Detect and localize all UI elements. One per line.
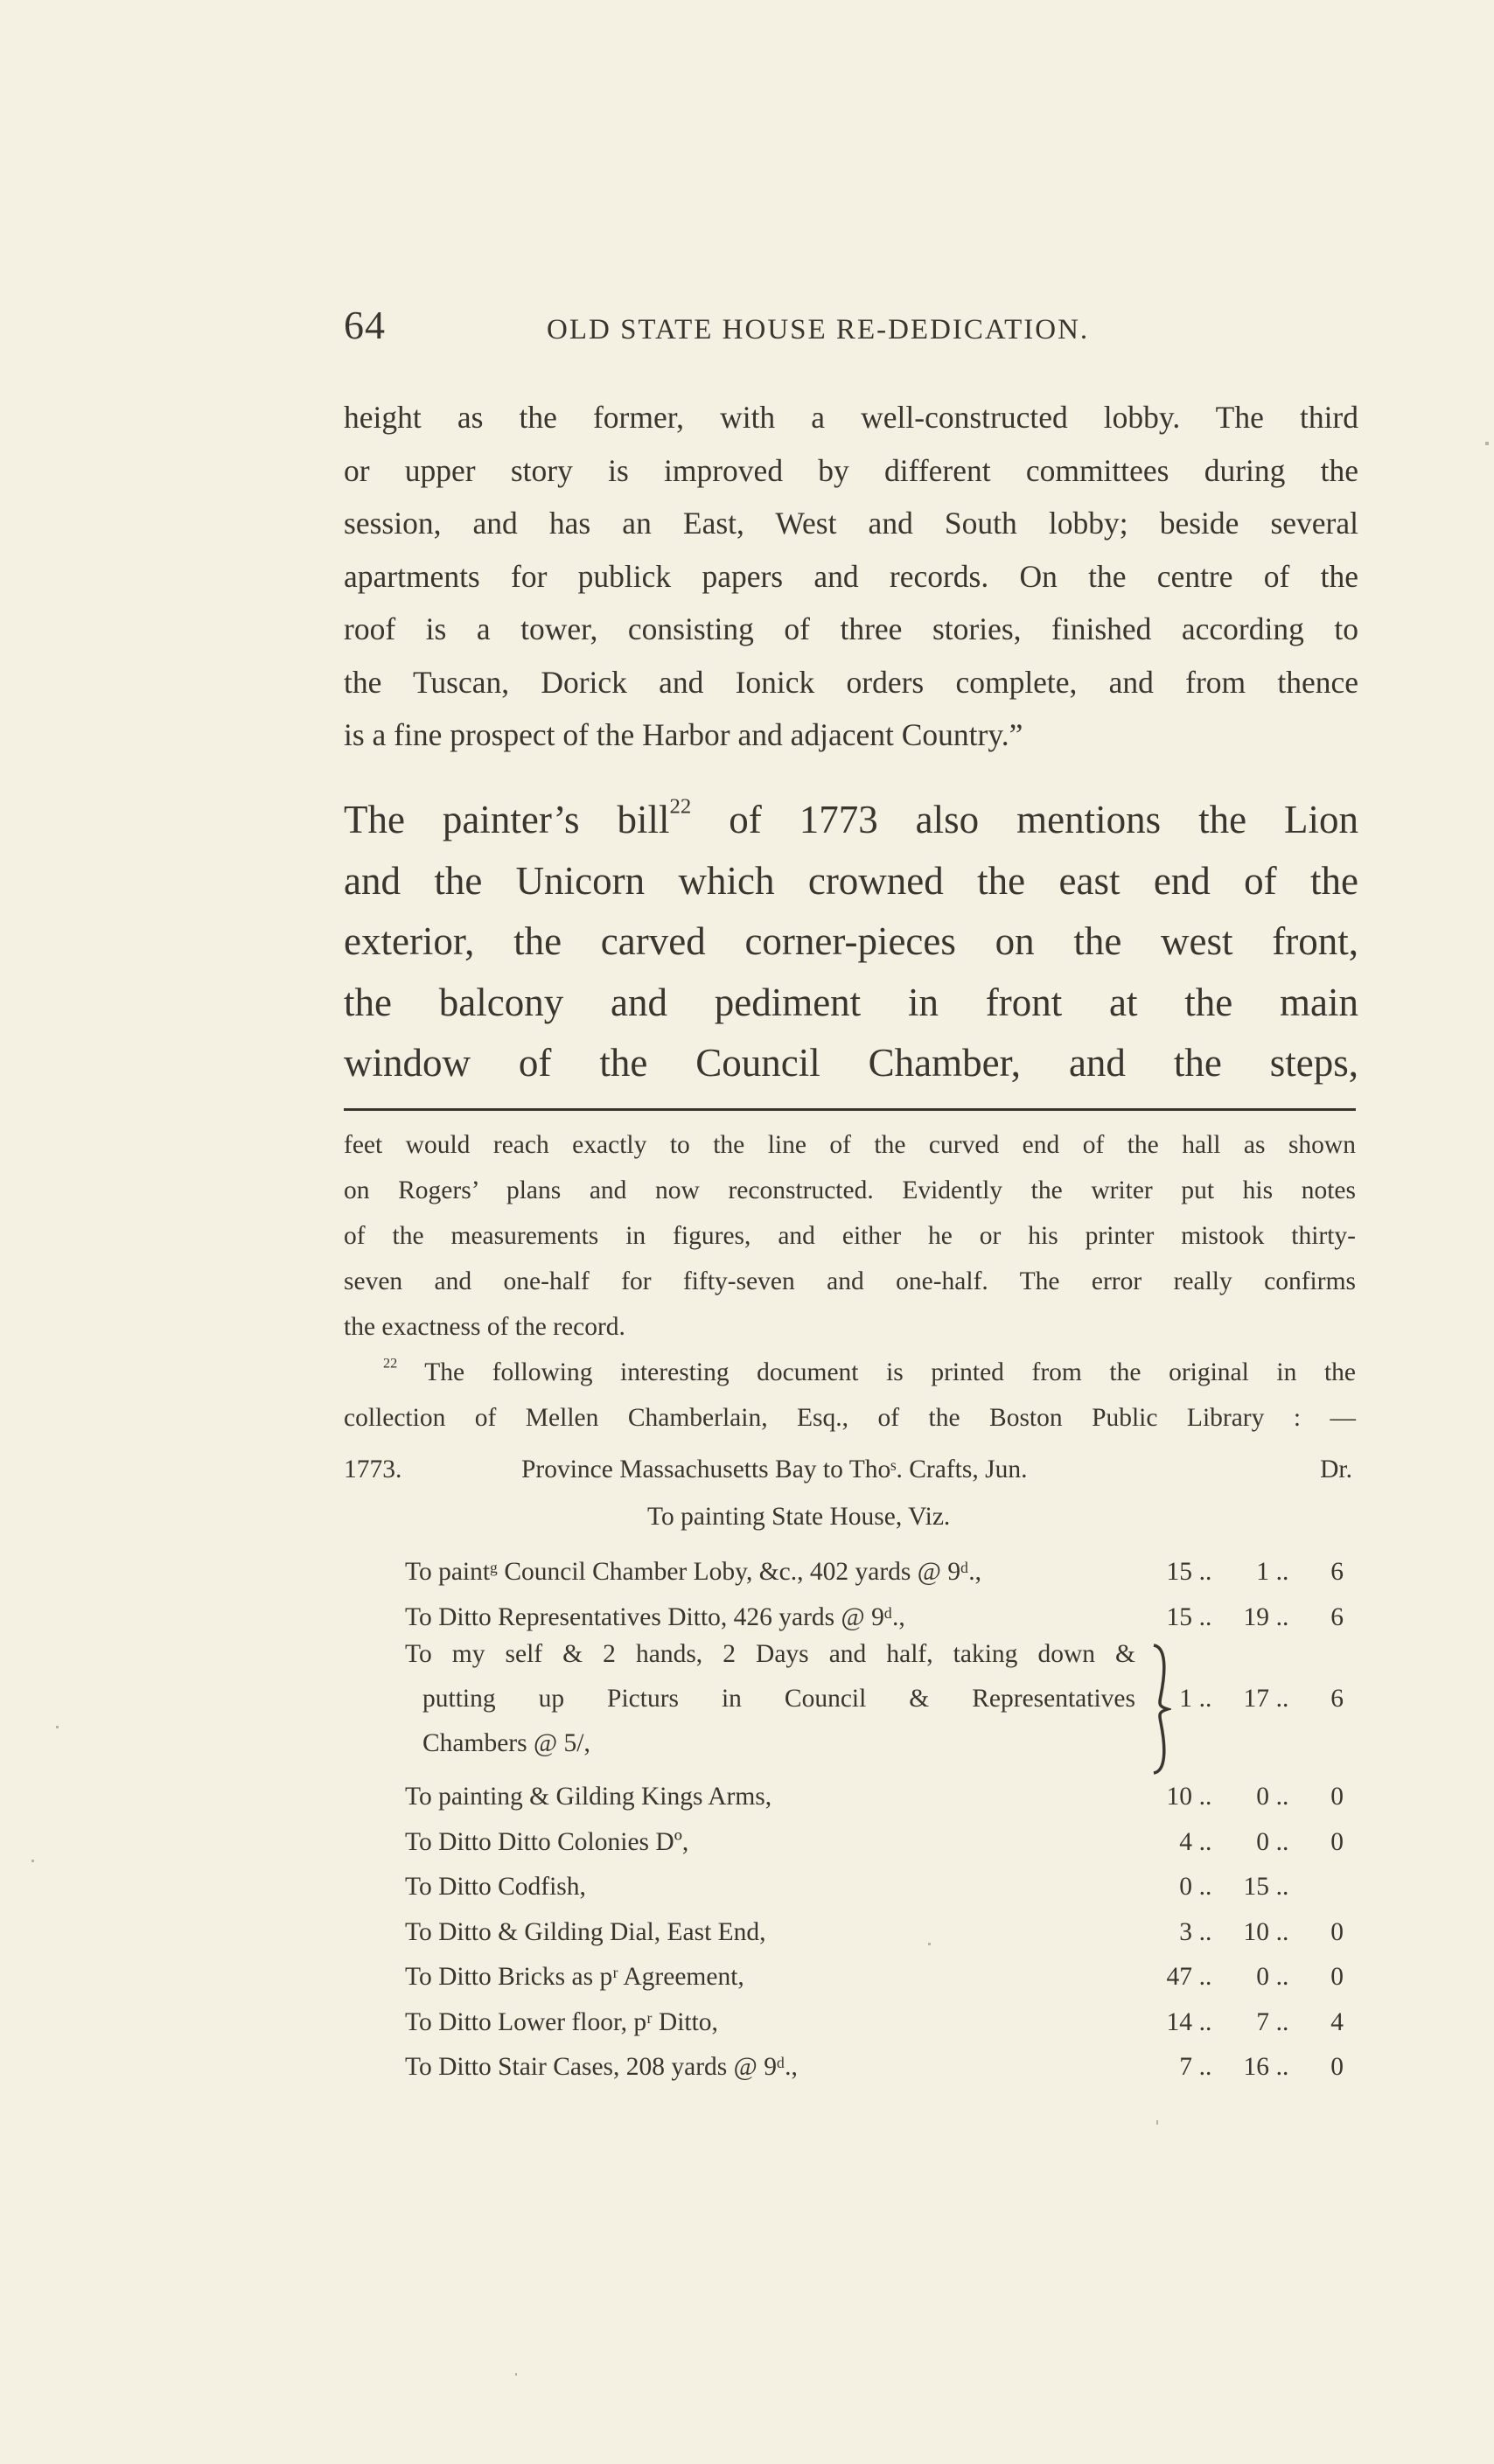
item-amount bbox=[1140, 1955, 1350, 2000]
pence: 0 bbox=[1330, 1827, 1344, 1856]
paper-speck bbox=[31, 1860, 34, 1862]
pounds: 10 bbox=[1166, 1783, 1192, 1811]
paper-speck bbox=[1156, 2120, 1158, 2125]
shillings: 19 bbox=[1243, 1602, 1269, 1631]
item-description: To Ditto Ditto Colonies Dº, bbox=[405, 1827, 689, 1856]
item-description: To Ditto & Gilding Dial, East End, bbox=[405, 1917, 766, 1946]
separator: .. bbox=[1198, 1783, 1212, 1811]
pounds: 14 bbox=[1166, 2007, 1192, 2036]
body-line: apartments for publick papers and records. On the centre of the bbox=[344, 558, 1358, 594]
pence: 0 bbox=[1330, 1917, 1344, 1946]
item-amount bbox=[1140, 2000, 1350, 2046]
body-line: or upper story is improved by different committees during the bbox=[344, 452, 1358, 488]
pence: 0 bbox=[1330, 1783, 1344, 1811]
body-line: is a fine prospect of the Harbor and adjacent Country.” bbox=[344, 717, 1023, 752]
separator: .. bbox=[1275, 1963, 1289, 1991]
shillings: 0 bbox=[1256, 1827, 1269, 1856]
item-description: To painting & Gilding Kings Arms, bbox=[405, 1783, 772, 1811]
shillings: 16 bbox=[1243, 2053, 1269, 2081]
footnote-line: seven and one-half for fifty-seven and one-half. The error really confirms bbox=[344, 1267, 1356, 1295]
footnote-line: of the measurements in figures, and either he or his printer mistook thirty- bbox=[344, 1222, 1356, 1250]
footnote-divider bbox=[344, 1108, 1356, 1111]
large-line: window of the Council Chamber, and the steps, bbox=[344, 1041, 1358, 1085]
running-title: OLD STATE HOUSE RE-DEDICATION. bbox=[547, 314, 1090, 346]
pence: 0 bbox=[1330, 2053, 1344, 2081]
paper-speck bbox=[515, 2373, 517, 2376]
pounds: 15 bbox=[1166, 1602, 1192, 1631]
shillings: 10 bbox=[1243, 1917, 1269, 1946]
bill-debit-label: Dr. bbox=[1320, 1455, 1352, 1483]
large-line: exterior, the carved corner-pieces on the west front, bbox=[344, 919, 1358, 963]
pounds: 0 bbox=[1179, 1873, 1192, 1901]
separator: .. bbox=[1275, 1917, 1289, 1946]
separator: .. bbox=[1275, 2053, 1289, 2081]
footnote-marker: 22 bbox=[383, 1355, 398, 1372]
item-amount bbox=[1140, 1865, 1350, 1910]
body-line: the Tuscan, Dorick and Ionick orders complete, and from thence bbox=[344, 664, 1358, 700]
ledger-row bbox=[405, 1910, 1358, 1956]
paper-speck bbox=[1485, 442, 1489, 445]
pounds: 3 bbox=[1179, 1917, 1192, 1946]
bill-title: Province Massachusetts Bay to Thoˢ. Crafts, Jun. bbox=[521, 1455, 1028, 1483]
shillings: 0 bbox=[1256, 1783, 1269, 1811]
pounds: 4 bbox=[1179, 1827, 1192, 1856]
bill-ledger bbox=[405, 1550, 1358, 2091]
pence: 6 bbox=[1330, 1602, 1344, 1631]
item-description: To Ditto Codfish, bbox=[405, 1873, 586, 1901]
bill-year: 1773. bbox=[344, 1455, 402, 1483]
item-description: To my self & 2 hands, 2 Days and half, taking down & bbox=[405, 1640, 1135, 1668]
bill-subtitle: To painting State House, Viz. bbox=[647, 1503, 951, 1531]
separator: .. bbox=[1198, 1602, 1212, 1631]
large-line-text: of 1773 also mentions the Lion bbox=[691, 798, 1359, 841]
separator: .. bbox=[1198, 1827, 1212, 1856]
shillings: 15 bbox=[1243, 1873, 1269, 1901]
pence: 6 bbox=[1330, 1685, 1344, 1713]
separator: .. bbox=[1198, 2053, 1212, 2081]
separator: .. bbox=[1198, 1963, 1212, 1991]
large-line: and the Unicorn which crowned the east end of the bbox=[344, 858, 1358, 903]
ledger-row-multiline bbox=[405, 1640, 1358, 1775]
item-amount bbox=[1140, 2045, 1350, 2091]
shillings: 7 bbox=[1256, 2007, 1269, 2036]
separator: .. bbox=[1198, 1873, 1212, 1901]
body-line: height as the former, with a well-constructed lobby. The third bbox=[344, 400, 1358, 435]
ledger-row bbox=[405, 1955, 1358, 2000]
large-line-text: The painter’s bill bbox=[344, 798, 670, 841]
item-amount bbox=[1140, 1775, 1350, 1820]
footnote-22 bbox=[344, 1350, 1356, 1395]
shillings: 0 bbox=[1256, 1963, 1269, 1991]
pounds: 1 bbox=[1179, 1685, 1192, 1713]
ledger-row bbox=[405, 1820, 1358, 1866]
item-amount bbox=[1140, 1595, 1350, 1641]
pounds: 47 bbox=[1166, 1963, 1192, 1991]
item-description: Chambers @ 5/, bbox=[422, 1729, 590, 1757]
separator: .. bbox=[1275, 1558, 1289, 1586]
separator: .. bbox=[1275, 1783, 1289, 1811]
item-description: To Ditto Representatives Ditto, 426 yards @ 9ᵈ., bbox=[405, 1602, 905, 1631]
item-amount bbox=[1140, 1910, 1350, 1956]
ledger-row bbox=[405, 1550, 1358, 1595]
footnote-line: The following interesting document is printed from the original in the bbox=[397, 1358, 1356, 1386]
separator: .. bbox=[1275, 1827, 1289, 1856]
footnote-line: the exactness of the record. bbox=[344, 1313, 625, 1341]
footnote-line: collection of Mellen Chamberlain, Esq., of the Boston Public Library : — bbox=[344, 1404, 1356, 1432]
page-number: 64 bbox=[344, 303, 386, 347]
item-description: putting up Picturs in Council & Representatives bbox=[422, 1685, 1135, 1713]
item-description: To paintᵍ Council Chamber Loby, &c., 402 yards @ 9ᵈ., bbox=[405, 1558, 981, 1586]
ledger-row bbox=[405, 1865, 1358, 1910]
item-amount bbox=[1140, 1685, 1344, 1714]
separator: .. bbox=[1198, 1558, 1212, 1586]
item-amount bbox=[1140, 1550, 1350, 1595]
pence: 6 bbox=[1330, 1558, 1344, 1586]
pence: 4 bbox=[1330, 2007, 1344, 2036]
ledger-row bbox=[405, 2045, 1358, 2091]
footnotes bbox=[344, 1122, 1356, 1441]
separator: .. bbox=[1275, 1685, 1289, 1713]
pounds: 7 bbox=[1179, 2053, 1192, 2081]
pounds: 15 bbox=[1166, 1558, 1192, 1586]
body-paragraph bbox=[344, 391, 1358, 762]
footnote-line: feet would reach exactly to the line of the curved end of the hall as shown bbox=[344, 1131, 1356, 1159]
shillings: 17 bbox=[1243, 1685, 1269, 1713]
page-header bbox=[344, 302, 1358, 346]
item-amount bbox=[1140, 1820, 1350, 1866]
body-line: session, and has an East, West and South lobby; beside several bbox=[344, 506, 1358, 541]
footnote-line: on Rogers’ plans and now reconstructed. Evidently the writer put his notes bbox=[344, 1176, 1356, 1204]
separator: .. bbox=[1275, 1602, 1289, 1631]
item-description: To Ditto Lower floor, pʳ Ditto, bbox=[405, 2007, 718, 2036]
paper-speck bbox=[928, 1943, 931, 1945]
ledger-row bbox=[405, 1595, 1358, 1641]
large-paragraph bbox=[344, 790, 1358, 1094]
large-line bbox=[344, 790, 1358, 851]
separator: .. bbox=[1275, 1873, 1289, 1901]
pence: 0 bbox=[1330, 1963, 1344, 1991]
separator: .. bbox=[1198, 1685, 1212, 1713]
separator: .. bbox=[1275, 2007, 1289, 2036]
large-line: the balcony and pediment in front at the main bbox=[344, 980, 1358, 1024]
shillings: 1 bbox=[1256, 1558, 1269, 1586]
item-description: To Ditto Stair Cases, 208 yards @ 9ᵈ., bbox=[405, 2053, 798, 2081]
item-description: To Ditto Bricks as pʳ Agreement, bbox=[405, 1963, 744, 1991]
separator: .. bbox=[1198, 1917, 1212, 1946]
body-line: roof is a tower, consisting of three stories, finished according to bbox=[344, 611, 1358, 646]
ledger-row bbox=[405, 1775, 1358, 1820]
separator: .. bbox=[1198, 2007, 1212, 2036]
footnote-ref: 22 bbox=[669, 794, 692, 819]
ledger-row bbox=[405, 2000, 1358, 2046]
paper-speck bbox=[56, 1726, 59, 1728]
